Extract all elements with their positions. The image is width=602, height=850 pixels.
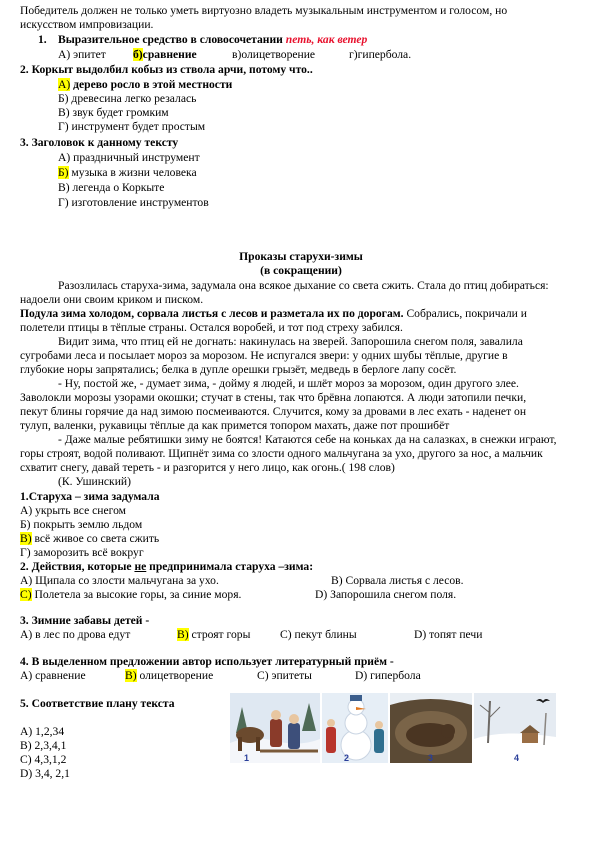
highlight-mark: Б) xyxy=(58,166,69,179)
story-bold-sentence: Подула зима холодом, сорвала листья с лесов и разметала их по дорогам. xyxy=(20,307,404,320)
quiz2-q1-option-b: Б) покрыть землю льдом xyxy=(20,518,143,531)
story-line: Заволокли морозы узорами окошки; стучат в стены, так что брёвна лопаются. А люди затопили печки, xyxy=(20,391,527,404)
quiz2-q2-title-negation: не xyxy=(134,560,147,573)
quiz2-q5-option-b: В) 2,3,4,1 xyxy=(20,739,67,752)
quiz1-q2-option-d: Г) инструмент будет простым xyxy=(58,120,206,133)
quiz1-q3-option-b xyxy=(58,166,197,180)
quiz1-q3-text: Заголовок к данному тексту xyxy=(31,136,179,149)
quiz2-q5-option-d: D) 3,4, 2,1 xyxy=(20,767,70,780)
quiz2-q4-option-d: D) гипербола xyxy=(355,669,421,682)
quiz2-q2-option-b: В) Сорвала листья с лесов. xyxy=(331,574,464,587)
quiz2-q5-title: 5. Соответствие плану текста xyxy=(20,697,175,710)
story-line: - Ну, постой же, - думает зима, - дойму я людей, и шлёт мороз за морозом, один другого злее. xyxy=(58,377,519,390)
quiz2-q4-title: 4. В выделенном предложении автор использует литературный приём - xyxy=(20,655,394,668)
story-author: (К. Ушинский) xyxy=(58,475,131,488)
quiz1-q3-option-d: Г) изготовление инструментов xyxy=(58,196,209,209)
quiz1-q1-option-a: А) эпитет xyxy=(58,48,106,61)
quiz2-q4-option-b-text: олицетворение xyxy=(136,669,214,682)
quiz2-q3-option-d: D) топят печи xyxy=(414,628,483,641)
quiz2-q3-title: 3. Зимние забавы детей - xyxy=(20,614,150,627)
intro-line-2: искусством импровизации. xyxy=(20,18,154,31)
quiz1-q2-option-c: В) звук будет громким xyxy=(58,106,169,119)
quiz2-q1-option-c-text: всё живое со света сжить xyxy=(31,532,160,545)
story-line: сугробами леса и посылает мороз за морозом. Не испугался звери: у одних шубы тёплые, другие в xyxy=(20,349,508,362)
story-line: тулуп, валенки, рукавицы тёплые да как примется топором махать, даже пот прошибёт xyxy=(20,419,450,432)
quiz1-q1-option-c: в)олицетворение xyxy=(232,48,316,61)
quiz2-q4-option-c: С) эпитеты xyxy=(257,669,312,682)
picture-snowman xyxy=(322,693,388,763)
quiz2-q2-option-c xyxy=(20,588,241,602)
highlight-mark: В) xyxy=(20,532,32,545)
quiz2-q3-option-b xyxy=(177,628,250,642)
quiz2-q1-option-c xyxy=(20,532,159,546)
quiz2-q2-title xyxy=(20,560,313,574)
highlight-mark: В) xyxy=(125,669,137,682)
story-line: полетели птицы в тёплые страны. Остался воробей, и тот под стреху забился. xyxy=(20,321,403,334)
quiz2-q5-option-c: С) 4,3,1,2 xyxy=(20,753,67,766)
quiz1-q2-text: Коркыт выдолбил кобыз из ствола арчи, потому что.. xyxy=(31,63,313,76)
quiz2-q5-option-a: А) 1,2,34 xyxy=(20,725,65,738)
quiz2-q1-title: 1.Старуха – зима задумала xyxy=(20,490,160,503)
quiz1-q3-question xyxy=(20,136,178,150)
story-line: - Даже малые ребятишки зиму не боятся! Катаются себе на коньках да на салазках, в снежки играют, xyxy=(58,433,557,446)
quiz1-q2-question xyxy=(20,63,313,77)
story-line: глубокие норы запрятались; белка в дупле орешки грызёт, медведь в берлоге лапу сосёт. xyxy=(20,363,457,376)
quiz1-q3-option-b-text: музыка в жизни человека xyxy=(68,166,197,179)
quiz1-q1-option-b-text: сравнение xyxy=(142,48,197,61)
quiz1-q1-option-d: г)гипербола. xyxy=(349,48,412,61)
quiz1-q1-text: Выразительное средство в словосочетании xyxy=(58,33,283,46)
quiz1-q2-number: 2. xyxy=(20,63,29,76)
quiz2-q4-option-a: А) сравнение xyxy=(20,669,86,682)
quiz2-q3-option-c: С) пекут блины xyxy=(280,628,357,641)
story-line: пекут блины горячие да над зимою посмеиваются. Случится, кому за дровами в лес ехать - наденет он xyxy=(20,405,527,418)
highlight-mark: б) xyxy=(133,48,143,61)
quiz1-q2-option-a xyxy=(58,78,232,92)
story-line: схватит снегу, давай тереть - и разгорится у него лицо, как огонь.( 198 слов) xyxy=(20,461,395,474)
picture-label-3: 3 xyxy=(428,753,434,763)
quiz1-q3-option-c: В) легенда о Коркыте xyxy=(58,181,165,194)
quiz1-q3-option-a: А) праздничный инструмент xyxy=(58,151,200,164)
story-subtitle: (в сокращении) xyxy=(260,264,342,277)
quiz1-q1-option-b xyxy=(133,48,197,62)
quiz2-q2-option-d: D) Запорошила снегом поля. xyxy=(315,588,457,601)
quiz2-q4-option-b xyxy=(125,669,213,683)
quiz1-q1-phrase: петь, как ветер xyxy=(285,33,368,46)
story-line-highlighted-sentence xyxy=(20,307,527,321)
quiz1-q3-number: 3. xyxy=(20,136,29,149)
story-line: Видит зима, что птиц ей не догнать: накинулась на зверей. Запорошила снегом поля, завалила xyxy=(58,335,523,348)
quiz1-q1-question xyxy=(58,33,367,47)
story-title: Проказы старухи-зимы xyxy=(239,250,363,263)
crow-icon xyxy=(536,697,550,705)
picture-label-1: 1 xyxy=(244,753,250,763)
quiz2-q2-title-pre: 2. Действия, которые xyxy=(20,560,135,573)
quiz2-q3-option-b-text: строят горы xyxy=(188,628,251,641)
quiz1-q1-number: 1. xyxy=(38,33,47,46)
quiz1-q2-option-a-text: дерево росло в этой местности xyxy=(73,78,233,91)
quiz2-q2-option-c-text: Полетела за высокие горы, за синие моря. xyxy=(31,588,242,601)
intro-line-1: Победитель должен не только уметь виртуозно владеть музыкальным инструментом и голосом, но xyxy=(20,4,508,17)
picture-label-4: 4 xyxy=(514,753,520,763)
quiz2-q1-option-a: А) укрыть все снегом xyxy=(20,504,127,517)
highlight-mark: А) xyxy=(58,78,71,91)
story-line: надоели они своим криком и писком. xyxy=(20,293,204,306)
highlight-mark: В) xyxy=(177,628,189,641)
quiz2-q2-title-post: предпринимала старуха –зима: xyxy=(146,560,314,573)
quiz2-q1-option-d: Г) заморозить всё вокруг xyxy=(20,546,144,559)
quiz2-q3-option-a: А) в лес по дрова едут xyxy=(20,628,131,641)
story-line: Разозлилась старуха-зима, задумала она всякое дыхание со света сжить. Стала до птиц добираться: xyxy=(58,279,549,292)
picture-label-2: 2 xyxy=(344,753,350,763)
quiz2-q2-option-a: А) Щипала со злости мальчугана за ухо. xyxy=(20,574,219,587)
highlight-mark: С) xyxy=(20,588,32,601)
story-line: горы строят, водой поливают. Щипнёт зима со злости одного мальчугана за ухо, другого за нос, а мальчик xyxy=(20,447,543,460)
story-line-rest: Собрались, покричали и xyxy=(403,307,527,320)
quiz1-q2-option-b: Б) древесина легко резалась xyxy=(58,92,197,105)
